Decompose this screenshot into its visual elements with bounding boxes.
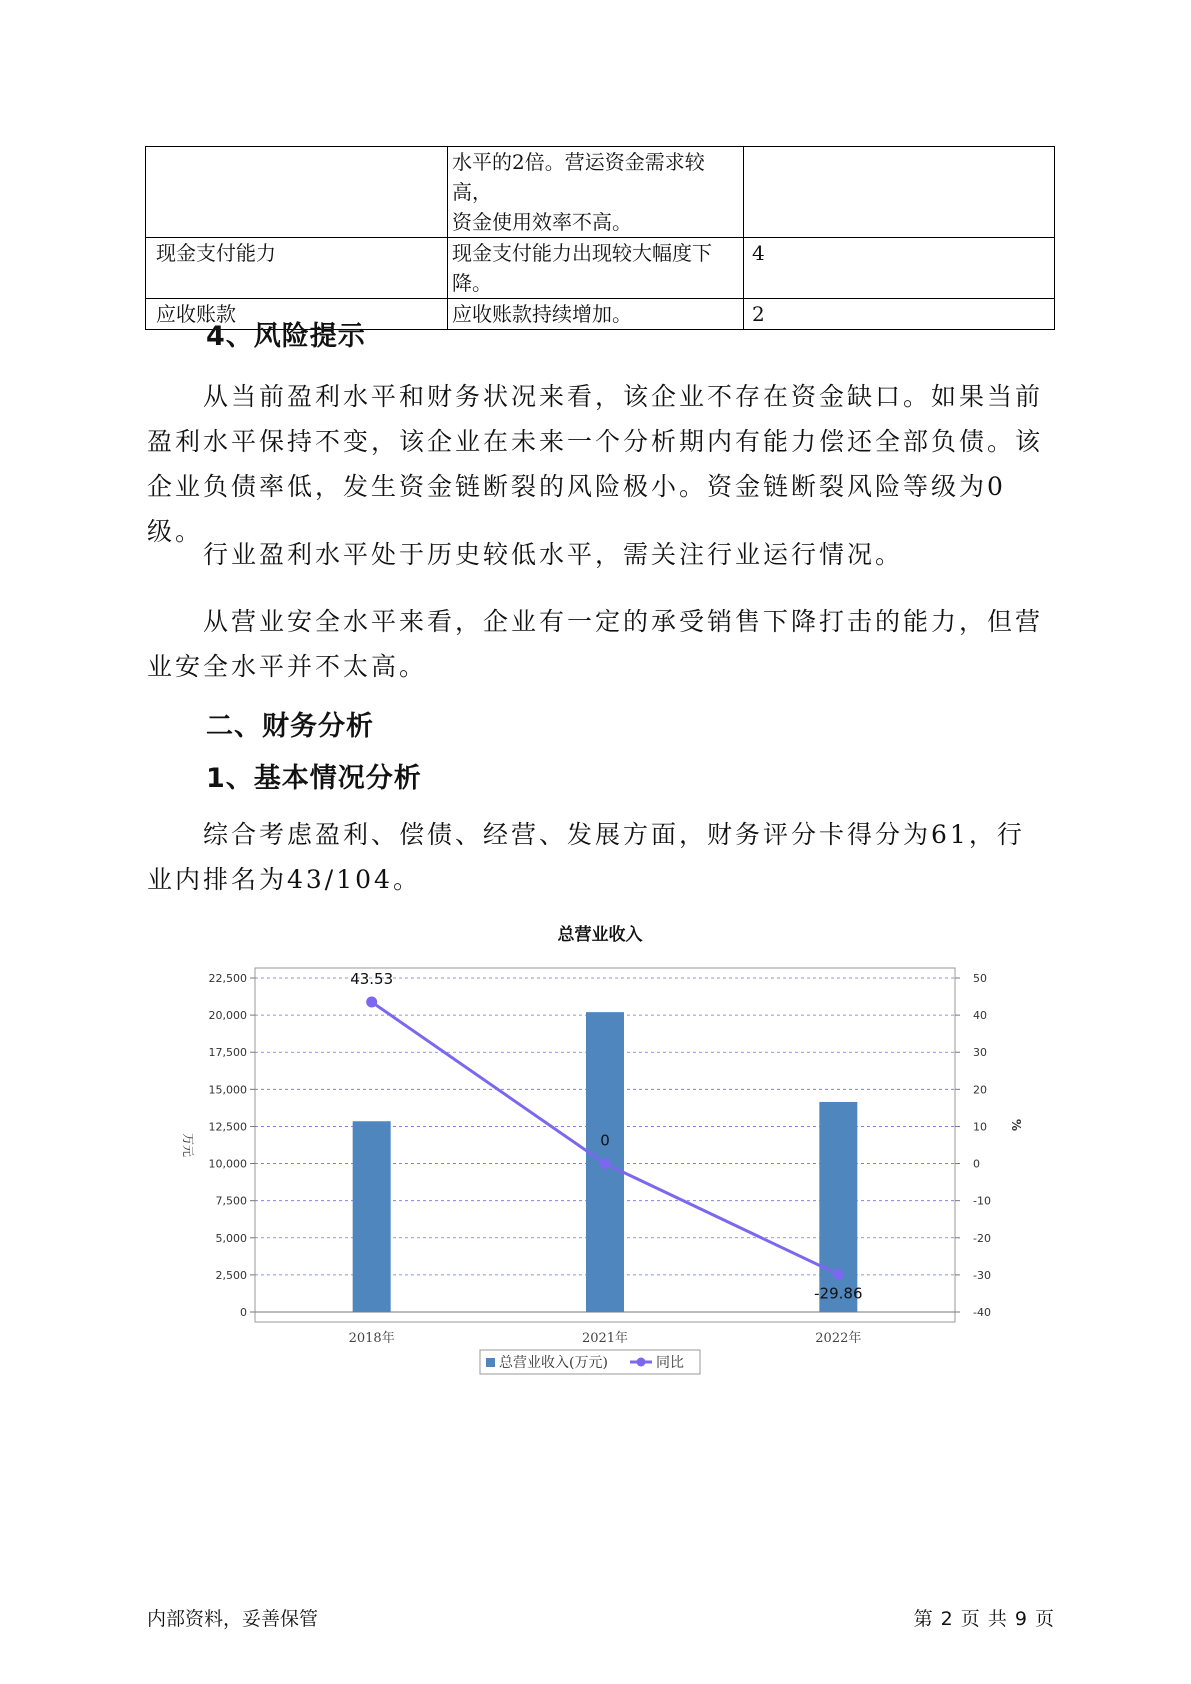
risk-table — [145, 146, 1055, 330]
table-cell — [744, 147, 1055, 238]
table-cell: 现金支付能力出现较大幅度下降。 — [448, 238, 744, 299]
y-tick-label: 15,000 — [208, 1083, 247, 1097]
x-tick-label: 2018年 — [348, 1331, 395, 1346]
legend-line-marker — [637, 1358, 646, 1367]
y2-tick-label: 40 — [973, 1009, 987, 1023]
paragraph: 行业盈利水平处于历史较低水平，需关注行业运行情况。 — [203, 540, 904, 569]
table-cell — [146, 147, 448, 238]
legend-label-revenue: 总营业收入(万元) — [499, 1355, 608, 1371]
paragraph: 从营业安全水平来看，企业有一定的承受销售下降打击的能力，但营业安全水平并不太高。 — [147, 607, 1044, 681]
data-label: -29.86 — [814, 1284, 863, 1303]
table-cell: 4 — [744, 238, 1055, 299]
y-tick-label: 17,500 — [208, 1046, 247, 1060]
data-label: 0 — [600, 1131, 610, 1150]
y2-tick-label: 30 — [973, 1046, 987, 1060]
y2-tick-label: 0 — [973, 1157, 980, 1171]
table-row — [146, 238, 1055, 299]
table-cell: 应收账款 — [146, 299, 448, 330]
y2-tick-label: -20 — [973, 1231, 991, 1245]
table-cell: 2 — [744, 299, 1055, 330]
section-heading-risk: 4、风险提示 — [206, 321, 366, 352]
y2-tick-label: 10 — [973, 1120, 987, 1134]
sub-heading-basic: 1、基本情况分析 — [206, 763, 422, 794]
yoy-point — [366, 997, 377, 1008]
bar — [819, 1102, 857, 1312]
y2-tick-label: -30 — [973, 1268, 991, 1282]
table-cell: 水平的2倍。营运资金需求较高， 资金使用效率不高。 — [448, 147, 744, 238]
y2-tick-label: 50 — [973, 972, 987, 985]
section-heading-finance: 二、财务分析 — [206, 711, 374, 742]
y-tick-label: 10,000 — [208, 1157, 247, 1171]
y-axis-label: 万元 — [181, 1132, 195, 1158]
y2-axis-label: % — [1009, 1118, 1023, 1132]
chart-title: 总营业收入 — [557, 925, 643, 945]
paragraph: 从当前盈利水平和财务状况来看，该企业不存在资金缺口。如果当前盈利水平保持不变，该企业在未来一个分析期内有能力偿还全部负债。该企业负债率低，发生资金链断裂的风险极小。资金链断裂风险等级为0级。 — [147, 382, 1044, 546]
paragraph: 综合考虑盈利、偿债、经营、发展方面，财务评分卡得分为61，行业内排名为43/104。 — [147, 820, 1025, 894]
yoy-point — [600, 1158, 611, 1169]
y2-tick-label: -10 — [973, 1194, 991, 1208]
table-cell: 现金支付能力 — [146, 238, 448, 299]
x-tick-label: 2021年 — [581, 1331, 629, 1346]
y-tick-label: 20,000 — [208, 1009, 247, 1023]
y-tick-label: 2,500 — [215, 1268, 247, 1282]
data-label: 43.53 — [350, 970, 394, 989]
yoy-point — [833, 1269, 844, 1280]
footer-page-number: 第 2 页 共 9 页 — [913, 1608, 1055, 1630]
bar — [353, 1121, 391, 1312]
x-tick-label: 2022年 — [815, 1331, 862, 1346]
legend-bar-swatch — [486, 1358, 495, 1367]
table-row — [146, 147, 1055, 238]
y-tick-label: 7,500 — [215, 1194, 247, 1208]
legend-label-yoy: 同比 — [656, 1355, 684, 1371]
footer-confidential: 内部资料，妥善保管 — [147, 1608, 319, 1630]
y2-tick-label: -40 — [973, 1306, 991, 1319]
y-tick-label: 0 — [240, 1306, 247, 1319]
table-cell: 应收账款持续增加。 — [448, 299, 744, 330]
y2-tick-label: 20 — [973, 1083, 987, 1097]
revenue-chart — [160, 920, 1023, 1400]
y-tick-label: 5,000 — [215, 1231, 247, 1245]
y-tick-label: 12,500 — [208, 1120, 247, 1134]
y-tick-label: 22,500 — [208, 972, 247, 985]
chart-svg — [160, 920, 1040, 1400]
